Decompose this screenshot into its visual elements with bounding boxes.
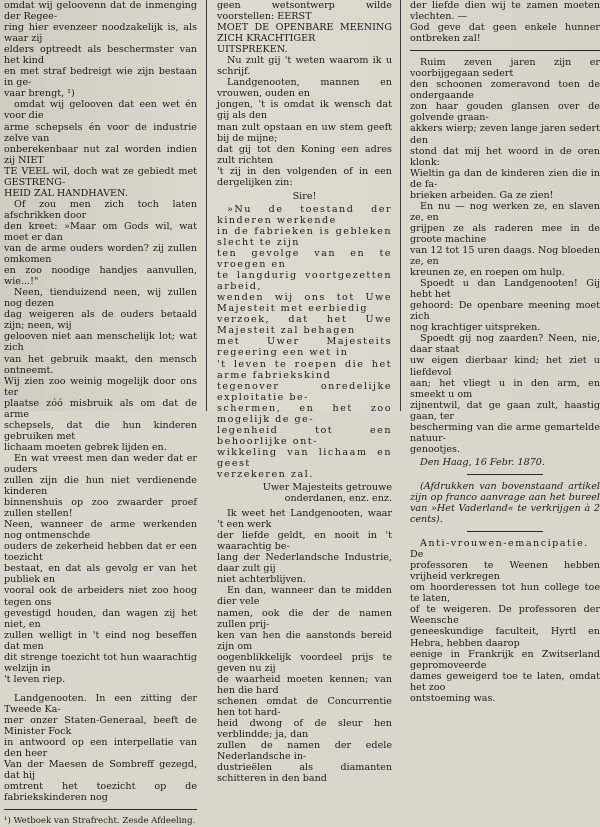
text-line: Ik weet het Landgenooten, waar 't een werk <box>217 508 392 531</box>
text-line: niet achterblijven. <box>217 574 306 586</box>
text-line: en zoo noodige handjes aanvullen, wie...!" <box>4 265 197 288</box>
text-line: gevestigd houden, dan wagen zij het niet, en <box>4 607 197 630</box>
text-line: arme schepsels én voor de industrie zelve van <box>4 121 197 144</box>
petition-closing <box>217 482 392 504</box>
footnote-rule <box>4 809 197 810</box>
text-line: vooral ook de arbeiders niet zoo hoog tegen ons <box>4 585 197 608</box>
text-line: akkers wierp; zeven lange jaren sedert den <box>410 123 600 146</box>
text-line: Wij zien zoo weinig mogelijk door ons ter <box>4 375 197 398</box>
text-line: lichaam moeten gebrek lijden en. <box>4 441 167 453</box>
column-2 <box>217 0 392 785</box>
text-line: in de fabrieken is gebleken slecht te zijn <box>217 225 392 248</box>
text-line: geen wetsontwerp wilde voorstellen: EERST <box>217 0 392 23</box>
text-line: onberekenbaar nut zal worden indien zij NIET <box>4 143 197 166</box>
section-rule-short <box>467 474 543 475</box>
text-line: zullen de namen der edele Nederlandsche in- <box>217 740 392 763</box>
column-3-top <box>410 0 600 44</box>
text-line: zon haar gouden glansen over de golvende graan- <box>410 101 600 124</box>
text-line: wikkeling van lichaam en geest <box>217 446 392 469</box>
text-line: tegenover onredelijke exploitatie be- <box>217 380 392 403</box>
text-line: Van der Maesen de Sombreff gezegd, dat hij <box>4 759 197 782</box>
text-line: Uwer Majesteits getrouwe <box>262 482 392 494</box>
petition-text <box>217 204 392 480</box>
text-line: uw eigen dierbaar kind; het ziet u liefdevol <box>410 355 600 378</box>
footnote: ¹) Wetboek van Strafrecht. Zesde Afdeeling. <box>4 816 196 827</box>
text-line: schermen, en het zoo mogelijk de ge- <box>217 402 392 425</box>
text-line: dustrieëlen als diamanten schitteren in den band <box>217 762 392 785</box>
text-line: 't leven te roepen die het arme fabriekskind <box>217 358 392 381</box>
text-line: TE VEEL wil, doch wat ze gebiedt met GESTRENG- <box>4 165 197 188</box>
text-line: HEID ZAL HANDHAVEN. <box>4 187 128 199</box>
text-line: genootjes. <box>410 443 461 455</box>
text-line: ontstoeming was. <box>410 692 496 704</box>
text-line: God geve dat geen enkele hunner ontbreken zal! <box>410 22 600 45</box>
text-line: bescherming van die arme gemartelde natuur- <box>410 421 600 444</box>
signoff: Den Haag, 16 Febr. 1870. <box>420 456 545 468</box>
text-line: bestaat, en dat als gevolg er van het publiek en <box>4 563 197 586</box>
text-line: Landgenooten, mannen en vrouwen, ouden en <box>217 77 392 100</box>
column-2-intro <box>217 0 392 188</box>
reprint-note: (Afdrukken van bovenstaand artikel zijn op franco aanvrage aan het bureel van »Het Vaderland« te verkrijgen à 2 cents). <box>410 480 600 526</box>
text-line: plaatse zóó misbruik als om dat de arme <box>4 397 197 420</box>
text-line: zullen welligt in 't eind nog beseffen dat men <box>4 629 197 652</box>
text-line: van de arme ouders worden? zij zullen omkomen <box>4 243 197 266</box>
text-line: grijpen ze als raderen mee in de groote machine <box>410 222 600 245</box>
text-line: elders optreedt als beschermster van het kind <box>4 44 197 67</box>
text-line: geneeskundige faculteit, Hyrtl en Hebra, hebben daarop <box>410 626 600 649</box>
column-divider <box>400 0 401 411</box>
text-line: van 12 tot 15 uren daags. Nog bloeden ze, en <box>410 244 600 268</box>
text-line: gehoord: De openbare meening moet zich <box>410 300 600 323</box>
text-line: dat gij tot den Koning een adres zult richten <box>217 143 392 166</box>
text-line: aan; het vliegt u in den arm, en smeekt u om <box>410 377 600 400</box>
text-line: te langdurig voortgezetten arbeid, <box>217 270 392 293</box>
section-heading-rest: De <box>410 549 424 561</box>
text-line: of te weigeren. De professoren der Weensche <box>410 604 600 627</box>
text-line: zullen zijn die hun niet verdienende kinderen <box>4 475 197 498</box>
text-line: den kreet: »Maar om Gods wil, wat moet er dan <box>4 220 197 243</box>
text-line: met Uwer Majesteits regeering een wet in <box>217 336 392 359</box>
text-line: professoren te Weenen hebben vrijheid verkregen <box>410 560 600 583</box>
text-line: En dan, wanneer dan te midden dier vele <box>217 585 392 608</box>
text-line: UITSPREKEN. <box>217 44 288 56</box>
text-line: heid dwong of de sleur hen verblindde; ja, dan <box>217 718 392 741</box>
section-rule <box>410 50 600 51</box>
column-3-body <box>410 57 600 455</box>
text-line: Neen, wanneer de arme werkenden nog ontmenschde <box>4 519 197 542</box>
text-line: legenheid tot een behoorlijke ont- <box>217 424 392 447</box>
column-divider <box>206 0 207 411</box>
column-2-after <box>217 508 392 784</box>
text-line: verzoek, dat het Uwe Majesteit zal behagen <box>217 314 392 337</box>
text-line: 't leven riep. <box>4 673 66 685</box>
text-line: schepsels, dat die hun kinderen gebruiken met <box>4 419 197 442</box>
text-line: Landgenooten. In een zitting der Tweede Ka- <box>4 692 197 715</box>
text-line: onderdanen, enz. enz. <box>284 493 392 505</box>
text-line: jongen, 't is omdat ik wensch dat gij als den <box>217 99 392 122</box>
text-line: eenige in Frankrijk en Zwitserland gepromoveerde <box>410 648 600 671</box>
text-line: MOET DE OPENBARE MEENING ZICH KRACHTIGER <box>217 22 392 45</box>
text-line: schenen omdat de Concurrentie hen tot hard- <box>217 695 392 718</box>
text-line: omdat wij geloovenn dat de inmenging der Regee- <box>4 0 197 23</box>
text-line: oogenblikkelijk voordeel prijs te geven nu zij <box>217 651 392 674</box>
salutation: Sire! <box>292 190 317 202</box>
text-line: kreunen ze, en roepen om hulp. <box>410 267 565 279</box>
text-line: 't zij in den volgenden of in een dergelijken zin: <box>217 165 392 188</box>
text-line: de waarheid moeten kennen; van hen die hard <box>217 673 392 696</box>
text-line: zijnentwil, dat ge gaan zult, haastig gaan, ter <box>410 399 600 422</box>
text-line: der liefde geldt, en nooit in 't waarachtig be- <box>217 530 392 553</box>
text-line: En wat vreest men dan weder dat er ouders <box>4 452 197 475</box>
section-heading: Anti-vrouwen-emancipatie. <box>420 538 589 550</box>
text-line: omtrent het toezicht op de fabriekskinderen nog <box>4 781 197 804</box>
text-line: dit strenge toezicht tot hun waarachtig welzijn in <box>4 651 197 674</box>
section-rule-short <box>467 531 543 532</box>
column-1-body <box>4 0 197 685</box>
column-3-final <box>410 560 600 704</box>
text-line: Wieltin ga dan de kinderen zien die in de fa- <box>410 167 600 190</box>
text-line: lang der Nederlandsche Industrie, daar zult gij <box>217 552 392 575</box>
text-line: ouders de zekerheid hebben dat er een toezicht <box>4 541 197 564</box>
text-line: namen, ook die der de namen zullen prij- <box>217 607 392 630</box>
text-line: Of zou men zich toch laten afschrikken door <box>4 198 197 221</box>
text-line: dames geweigerd toe te laten, omdat het zoo <box>410 670 600 693</box>
text-line: vaar brengt, ¹) <box>4 88 75 100</box>
text-line: Ruim zeven jaren zijn er voorbijgegaan sedert <box>410 57 600 80</box>
column-3 <box>410 0 600 704</box>
text-line: der liefde dien wij te zamen moeten vlechten. — <box>410 0 600 23</box>
text-line: stond dat mij het woord in de oren klonk: <box>410 145 600 168</box>
section-heading-line <box>410 538 600 560</box>
text-line: man zult opstaan en uw stem geeft bij de mijne; <box>217 121 392 144</box>
text-line: Nu zult gij 't weten waarom ik u schrijf. <box>217 55 392 78</box>
text-line: ten gevolge van en te vroegen en <box>217 248 392 271</box>
text-line: ken van hen die aanstonds bereid zijn om <box>217 629 392 652</box>
text-line: En nu — nog werken ze, en slaven ze, en <box>410 200 600 223</box>
column-1 <box>4 0 197 827</box>
text-line: brieken arbeiden. Ga ze zien! <box>410 189 554 201</box>
text-line: binnenshuis op zoo zwaarder proef zullen stellen! <box>4 497 197 520</box>
column-1-landgenooten <box>4 693 197 803</box>
text-line: Neen, tienduizend neen, wij zullen nog dezen <box>4 287 197 310</box>
text-line: nog krachtiger uitspreken. <box>410 322 541 334</box>
text-line: Spoedt u dan Landgenooten! Gij hebt het <box>410 278 600 301</box>
text-line: Spoedt gij nog zaarden? Neen, nie, daar staat <box>410 333 600 356</box>
text-line: ring hier evenzeer noodzakelijk is, als waar zij <box>4 22 197 45</box>
text-line: omdat wij gelooven dat een wet én voor die <box>4 99 197 122</box>
text-line: mer onzer Staten-Generaal, beeft de Minister Fock <box>4 715 197 738</box>
text-line: van het gebruik maakt, den mensch ontneemt. <box>4 353 197 376</box>
text-line: den schoonen zomeravond toen de ondergaande <box>410 79 600 102</box>
text-line: wenden wij ons tot Uwe Majesteit met eerbiedig <box>217 292 392 315</box>
text-line: om hoorderessen tot hun college toe te laten, <box>410 582 600 605</box>
text-line: in antwoord op een interpellatie van den heer <box>4 737 197 760</box>
text-line: gelooven niet aan menschelijk lot; wat zich <box>4 331 197 354</box>
text-line: »Nu de toestand der kinderen werkende <box>217 203 392 226</box>
text-line: verzekeren zal. <box>217 468 314 480</box>
text-line: en met straf bedreigt wie zijn bestaan in ge- <box>4 66 197 89</box>
text-line: dag weigeren als de ouders betaald zijn; neen, wij <box>4 309 197 332</box>
